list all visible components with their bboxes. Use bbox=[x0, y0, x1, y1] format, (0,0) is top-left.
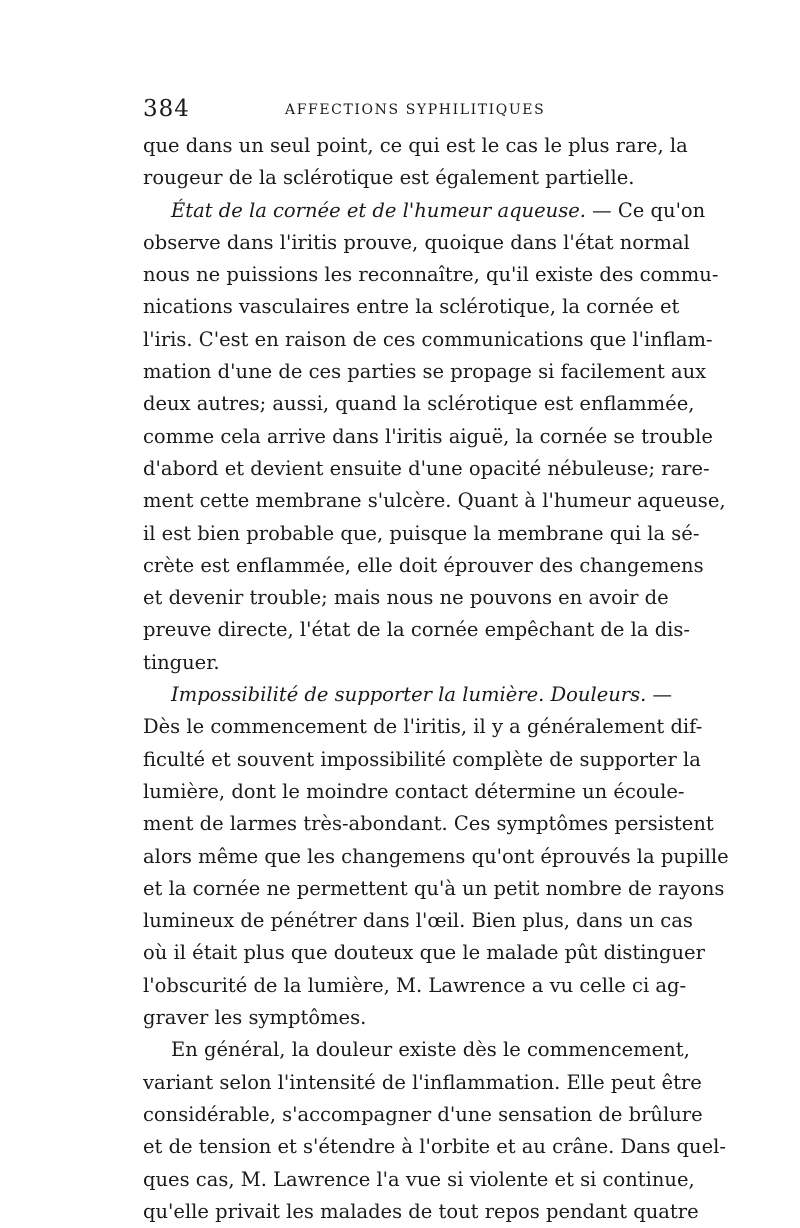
text-line: où il était plus que douteux que le malade pût distinguer bbox=[143, 941, 705, 965]
text-line: lumière, dont le moindre contact détermine un écoule- bbox=[143, 779, 685, 803]
text-line: que dans un seul point, ce qui est le cas le plus rare, la bbox=[143, 134, 688, 157]
text-line: En général, la douleur existe dès le commencement, bbox=[171, 1038, 690, 1062]
text-line: alors même que les changemens qu'ont éprouvés la pupille bbox=[143, 844, 729, 868]
body-text bbox=[143, 130, 729, 1228]
text-line: qu'elle privait les malades de tout repos pendant quatre bbox=[143, 1199, 699, 1223]
text-line: l'iris. C'est en raison de ces communications que l'inflam- bbox=[143, 327, 713, 351]
text-line: nous ne puissions les reconnaître, qu'il existe des commu- bbox=[143, 263, 719, 287]
running-title: AFFECTIONS SYPHILITIQUES bbox=[285, 102, 546, 118]
text-line: graver les symptômes. bbox=[143, 1006, 367, 1030]
text-line: deux autres; aussi, quand la sclérotique est enflammée, bbox=[143, 392, 695, 416]
text-line: et la cornée ne permettent qu'à un petit nombre de rayons bbox=[143, 876, 725, 900]
text-line: nications vasculaires entre la sclérotique, la cornée et bbox=[143, 295, 680, 319]
text-line: et devenir trouble; mais nous ne pouvons en avoir de bbox=[143, 586, 669, 610]
text-line: ment de larmes très-abondant. Ces symptômes persistent bbox=[143, 812, 714, 836]
section-heading-line: Impossibilité de supporter la lumière. Douleurs. — bbox=[171, 683, 673, 707]
text-line: variant selon l'intensité de l'inflammation. Elle peut être bbox=[143, 1070, 702, 1094]
text-line: rougeur de la sclérotique est également partielle. bbox=[143, 166, 635, 190]
text-line: preuve directe, l'état de la cornée empêchant de la dis- bbox=[143, 618, 691, 642]
text-line: observe dans l'iritis prouve, quoique dans l'état normal bbox=[143, 230, 690, 254]
page-number: 384 bbox=[143, 96, 190, 122]
text-line: ques cas, M. Lawrence l'a vue si violente et si continue, bbox=[143, 1167, 695, 1191]
section-heading: État de la cornée et de l'humeur aqueuse. bbox=[171, 198, 586, 222]
text-line: mation d'une de ces parties se propage si facilement aux bbox=[143, 360, 707, 384]
text-line: et de tension et s'étendre à l'orbite et au crâne. Dans quel- bbox=[143, 1135, 726, 1159]
text-line: comme cela arrive dans l'iritis aiguë, la cornée se trouble bbox=[143, 424, 713, 448]
section-heading-line: État de la cornée et de l'humeur aqueuse. — Ce qu'on bbox=[171, 198, 706, 222]
text-line: tinguer. bbox=[143, 650, 220, 674]
text-line: crète est enflammée, elle doit éprouver des changemens bbox=[143, 553, 704, 577]
text-line: lumineux de pénétrer dans l'œil. Bien plus, dans un cas bbox=[143, 909, 693, 933]
text-line: ficulté et souvent impossibilité complète de supporter la bbox=[143, 747, 701, 771]
running-head bbox=[143, 96, 663, 124]
text-line: ment cette membrane s'ulcère. Quant à l'humeur aqueuse, bbox=[143, 489, 726, 513]
text-line: l'obscurité de la lumière, M. Lawrence a vu celle ci ag- bbox=[143, 973, 687, 997]
section-heading: Impossibilité de supporter la lumière. Douleurs. bbox=[171, 683, 647, 707]
text-line: Dès le commencement de l'iritis, il y a généralement dif- bbox=[143, 715, 703, 739]
text-line: il est bien probable que, puisque la membrane qui la sé- bbox=[143, 521, 700, 545]
text-line: considérable, s'accompagner d'une sensation de brûlure bbox=[143, 1102, 703, 1126]
text-line: d'abord et devient ensuite d'une opacité nébuleuse; rare- bbox=[143, 456, 710, 480]
